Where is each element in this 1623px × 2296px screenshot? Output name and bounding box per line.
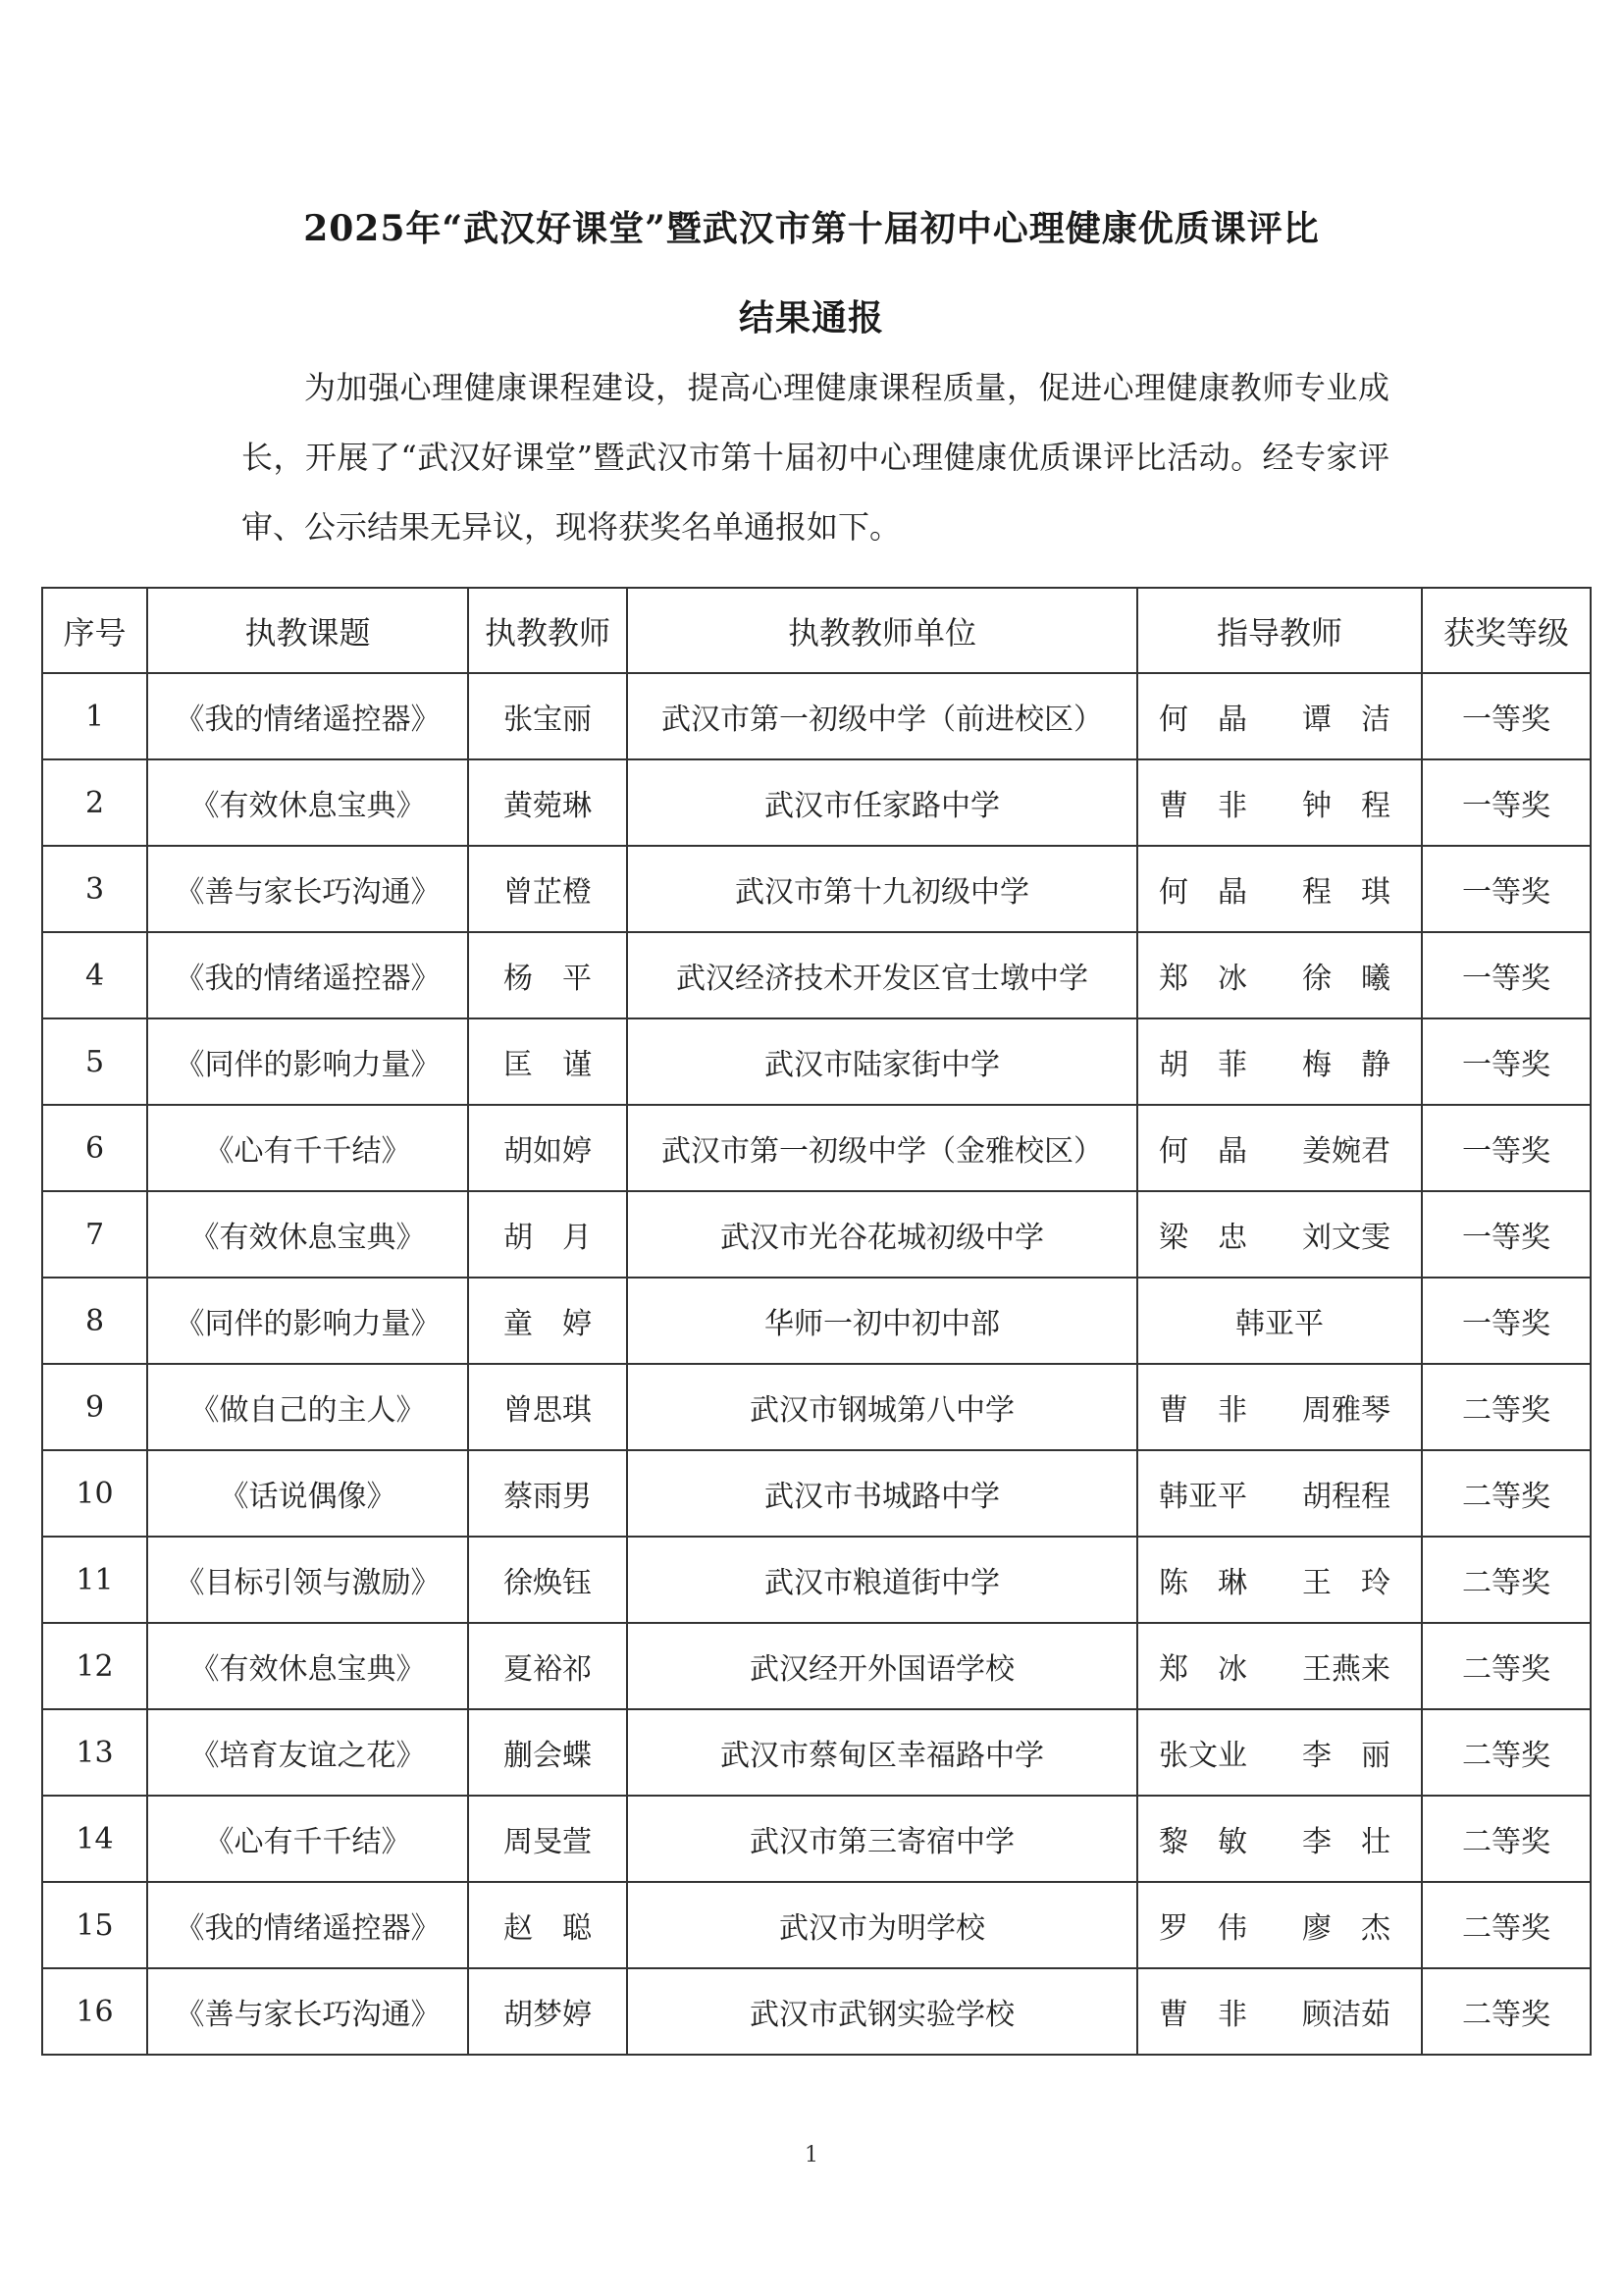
cell-index: 16 xyxy=(42,1968,147,2055)
advisor-pair xyxy=(1144,1385,1415,1429)
advisor-name: 谭 洁 xyxy=(1302,703,1390,737)
table-body xyxy=(42,673,1591,2055)
cell-index: 1 xyxy=(42,673,147,759)
cell-topic: 《有效休息宝典》 xyxy=(147,1191,468,1278)
cell-advisor xyxy=(1137,1623,1422,1709)
cell-unit: 武汉市书城路中学 xyxy=(627,1450,1137,1537)
intro-paragraph xyxy=(241,353,1389,562)
advisor-pair xyxy=(1144,954,1415,997)
cell-topic: 《有效休息宝典》 xyxy=(147,1623,468,1709)
advisor-pair xyxy=(1144,1990,1415,2033)
cell-advisor xyxy=(1137,759,1422,846)
cell-teacher: 童 婷 xyxy=(468,1278,627,1364)
cell-advisor xyxy=(1137,1537,1422,1623)
cell-award: 一等奖 xyxy=(1422,1105,1591,1191)
cell-teacher: 胡梦婷 xyxy=(468,1968,627,2055)
cell-index: 14 xyxy=(42,1796,147,1882)
cell-teacher: 胡如婷 xyxy=(468,1105,627,1191)
cell-unit: 武汉市为明学校 xyxy=(627,1882,1137,1968)
cell-unit: 武汉市陆家街中学 xyxy=(627,1018,1137,1105)
cell-topic: 《同伴的影响力量》 xyxy=(147,1018,468,1105)
cell-topic: 《目标引领与激励》 xyxy=(147,1537,468,1623)
document-title: 2025年“武汉好课堂”暨武汉市第十届初中心理健康优质课评比 xyxy=(303,208,1320,249)
advisor-name: 曹 非 xyxy=(1159,1393,1247,1428)
advisor-pair xyxy=(1144,1904,1415,1947)
cell-unit: 武汉市钢城第八中学 xyxy=(627,1364,1137,1450)
cell-award: 一等奖 xyxy=(1422,1278,1591,1364)
advisor-name: 曹 非 xyxy=(1159,1998,1247,2032)
cell-topic: 《我的情绪遥控器》 xyxy=(147,1882,468,1968)
cell-index: 2 xyxy=(42,759,147,846)
cell-advisor xyxy=(1137,1882,1422,1968)
cell-topic: 《善与家长巧沟通》 xyxy=(147,1968,468,2055)
table-row xyxy=(42,1105,1591,1191)
cell-index: 6 xyxy=(42,1105,147,1191)
cell-advisor xyxy=(1137,1105,1422,1191)
table-row xyxy=(42,932,1591,1018)
table-row xyxy=(42,846,1591,932)
advisor-pair xyxy=(1144,1040,1415,1083)
cell-award: 二等奖 xyxy=(1422,1709,1591,1796)
table-row xyxy=(42,759,1591,846)
advisor-pair xyxy=(1144,867,1415,911)
cell-advisor: 韩亚平 xyxy=(1137,1278,1422,1364)
cell-advisor xyxy=(1137,1709,1422,1796)
cell-teacher: 张宝丽 xyxy=(468,673,627,759)
advisor-name: 王燕来 xyxy=(1302,1652,1390,1687)
advisor-name: 曹 非 xyxy=(1159,789,1247,823)
table-header-row xyxy=(42,588,1591,673)
cell-teacher: 曾芷橙 xyxy=(468,846,627,932)
advisor-name: 胡程程 xyxy=(1302,1480,1390,1514)
cell-advisor xyxy=(1137,1364,1422,1450)
advisor-pair xyxy=(1144,695,1415,738)
cell-teacher: 蒯会蝶 xyxy=(468,1709,627,1796)
cell-unit: 华师一初中初中部 xyxy=(627,1278,1137,1364)
intro-text: 为加强心理健康课程建设，提高心理健康课程质量，促进心理健康教师专业成长，开展了“武汉好课堂”暨武汉市第十届初中心理健康优质课评比活动。经专家评审、公示结果无异议，现将获奖名单通报如下。 xyxy=(241,369,1389,546)
cell-award: 一等奖 xyxy=(1422,1191,1591,1278)
cell-award: 一等奖 xyxy=(1422,759,1591,846)
table-row xyxy=(42,673,1591,759)
advisor-pair xyxy=(1144,1731,1415,1774)
cell-teacher: 赵 聪 xyxy=(468,1882,627,1968)
advisor-name: 徐 曦 xyxy=(1302,962,1390,996)
cell-unit: 武汉市第一初级中学（金雅校区） xyxy=(627,1105,1137,1191)
cell-topic: 《话说偶像》 xyxy=(147,1450,468,1537)
advisor-name: 陈 琳 xyxy=(1159,1566,1247,1600)
table-row xyxy=(42,1191,1591,1278)
cell-index: 9 xyxy=(42,1364,147,1450)
cell-index: 8 xyxy=(42,1278,147,1364)
cell-advisor xyxy=(1137,1191,1422,1278)
advisor-pair xyxy=(1144,1213,1415,1256)
cell-topic: 《同伴的影响力量》 xyxy=(147,1278,468,1364)
advisor-name: 王 玲 xyxy=(1302,1566,1390,1600)
header-index: 序号 xyxy=(42,588,147,673)
advisor-name: 廖 杰 xyxy=(1302,1911,1390,1946)
header-teacher: 执教教师 xyxy=(468,588,627,673)
cell-teacher: 徐焕钰 xyxy=(468,1537,627,1623)
cell-award: 二等奖 xyxy=(1422,1450,1591,1537)
cell-index: 5 xyxy=(42,1018,147,1105)
cell-teacher: 曾思琪 xyxy=(468,1364,627,1450)
cell-index: 13 xyxy=(42,1709,147,1796)
advisor-name: 郑 冰 xyxy=(1159,1652,1247,1687)
advisor-name: 梅 静 xyxy=(1302,1048,1390,1082)
cell-advisor xyxy=(1137,1968,1422,2055)
cell-advisor xyxy=(1137,1450,1422,1537)
cell-index: 3 xyxy=(42,846,147,932)
cell-index: 11 xyxy=(42,1537,147,1623)
cell-teacher: 周旻萱 xyxy=(468,1796,627,1882)
cell-topic: 《心有千千结》 xyxy=(147,1796,468,1882)
cell-teacher: 匡 谨 xyxy=(468,1018,627,1105)
advisor-name: 何 晶 xyxy=(1159,1134,1247,1169)
cell-award: 二等奖 xyxy=(1422,1968,1591,2055)
cell-teacher: 胡 月 xyxy=(468,1191,627,1278)
header-award: 获奖等级 xyxy=(1422,588,1591,673)
advisor-name: 程 琪 xyxy=(1302,875,1390,910)
advisor-pair xyxy=(1144,1558,1415,1601)
cell-award: 二等奖 xyxy=(1422,1364,1591,1450)
cell-teacher: 蔡雨男 xyxy=(468,1450,627,1537)
table-row xyxy=(42,1968,1591,2055)
advisor-name: 罗 伟 xyxy=(1159,1911,1247,1946)
header-advisor: 指导教师 xyxy=(1137,588,1422,673)
cell-topic: 《善与家长巧沟通》 xyxy=(147,846,468,932)
table-row xyxy=(42,1623,1591,1709)
cell-advisor xyxy=(1137,1018,1422,1105)
cell-unit: 武汉市第一初级中学（前进校区） xyxy=(627,673,1137,759)
cell-teacher: 杨 平 xyxy=(468,932,627,1018)
advisor-name: 李 壮 xyxy=(1302,1825,1390,1859)
table-row xyxy=(42,1796,1591,1882)
cell-topic: 《心有千千结》 xyxy=(147,1105,468,1191)
advisor-pair xyxy=(1144,781,1415,824)
cell-unit: 武汉市第十九初级中学 xyxy=(627,846,1137,932)
cell-advisor xyxy=(1137,673,1422,759)
cell-topic: 《做自己的主人》 xyxy=(147,1364,468,1450)
cell-award: 一等奖 xyxy=(1422,673,1591,759)
header-unit: 执教教师单位 xyxy=(627,588,1137,673)
cell-award: 二等奖 xyxy=(1422,1882,1591,1968)
cell-index: 4 xyxy=(42,932,147,1018)
advisor-pair xyxy=(1144,1472,1415,1515)
advisor-name: 钟 程 xyxy=(1302,789,1390,823)
advisor-name: 梁 忠 xyxy=(1159,1221,1247,1255)
table-row xyxy=(42,1882,1591,1968)
cell-topic: 《我的情绪遥控器》 xyxy=(147,673,468,759)
cell-advisor xyxy=(1137,846,1422,932)
cell-index: 15 xyxy=(42,1882,147,1968)
advisor-name: 胡 菲 xyxy=(1159,1048,1247,1082)
advisor-pair xyxy=(1144,1644,1415,1688)
advisor-name: 刘文雯 xyxy=(1302,1221,1390,1255)
header-topic: 执教课题 xyxy=(147,588,468,673)
cell-topic: 《有效休息宝典》 xyxy=(147,759,468,846)
cell-advisor xyxy=(1137,1796,1422,1882)
cell-teacher: 夏裕祁 xyxy=(468,1623,627,1709)
table-row xyxy=(42,1537,1591,1623)
document-subtitle: 结果通报 xyxy=(738,297,884,339)
cell-topic: 《我的情绪遥控器》 xyxy=(147,932,468,1018)
cell-unit: 武汉经济技术开发区官士墩中学 xyxy=(627,932,1137,1018)
cell-unit: 武汉经开外国语学校 xyxy=(627,1623,1137,1709)
advisor-name: 何 晶 xyxy=(1159,703,1247,737)
cell-unit: 武汉市任家路中学 xyxy=(627,759,1137,846)
advisor-name: 张文业 xyxy=(1159,1739,1247,1773)
advisor-pair xyxy=(1144,1126,1415,1170)
cell-award: 一等奖 xyxy=(1422,846,1591,932)
table-row xyxy=(42,1450,1591,1537)
cell-unit: 武汉市武钢实验学校 xyxy=(627,1968,1137,2055)
cell-award: 二等奖 xyxy=(1422,1623,1591,1709)
advisor-name: 韩亚平 xyxy=(1159,1480,1247,1514)
advisor-pair xyxy=(1144,1817,1415,1860)
advisor-name: 姜婉君 xyxy=(1302,1134,1390,1169)
cell-index: 10 xyxy=(42,1450,147,1537)
advisor-name: 何 晶 xyxy=(1159,875,1247,910)
cell-unit: 武汉市蔡甸区幸福路中学 xyxy=(627,1709,1137,1796)
cell-index: 7 xyxy=(42,1191,147,1278)
advisor-name: 郑 冰 xyxy=(1159,962,1247,996)
cell-teacher: 黄菀琳 xyxy=(468,759,627,846)
cell-award: 一等奖 xyxy=(1422,1018,1591,1105)
cell-award: 二等奖 xyxy=(1422,1796,1591,1882)
cell-award: 一等奖 xyxy=(1422,932,1591,1018)
advisor-name: 李 丽 xyxy=(1302,1739,1390,1773)
page-number: 1 xyxy=(805,2143,818,2167)
advisor-name: 周雅琴 xyxy=(1302,1393,1390,1428)
table-row xyxy=(42,1278,1591,1364)
cell-unit: 武汉市第三寄宿中学 xyxy=(627,1796,1137,1882)
cell-unit: 武汉市光谷花城初级中学 xyxy=(627,1191,1137,1278)
table-row xyxy=(42,1018,1591,1105)
cell-advisor xyxy=(1137,932,1422,1018)
cell-award: 二等奖 xyxy=(1422,1537,1591,1623)
cell-index: 12 xyxy=(42,1623,147,1709)
table-row xyxy=(42,1709,1591,1796)
advisor-name: 黎 敏 xyxy=(1159,1825,1247,1859)
advisor-name: 顾洁茹 xyxy=(1302,1998,1390,2032)
award-table xyxy=(41,587,1592,2056)
cell-topic: 《培育友谊之花》 xyxy=(147,1709,468,1796)
cell-unit: 武汉市粮道街中学 xyxy=(627,1537,1137,1623)
table-row xyxy=(42,1364,1591,1450)
